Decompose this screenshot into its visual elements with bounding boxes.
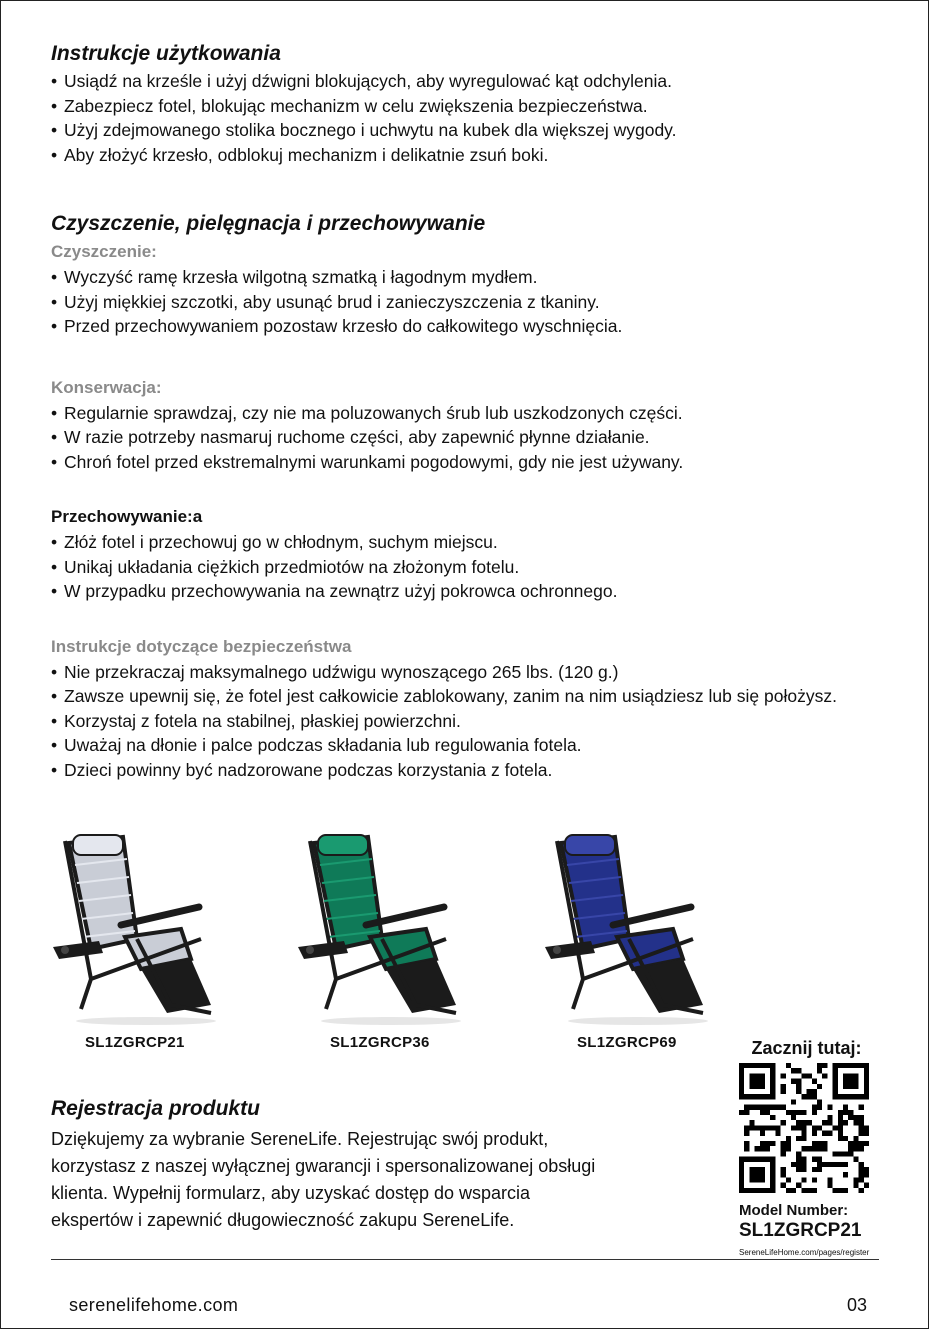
- product-card: [296, 829, 476, 1051]
- qr-registration: [739, 1037, 874, 1260]
- registration-section: [51, 1094, 711, 1234]
- safety-section: [51, 634, 871, 783]
- product-model-label: SL1ZGRCP36: [330, 1034, 430, 1051]
- usage-title: Instrukcje użytkowania: [51, 42, 281, 65]
- list-item: • Złóż fotel i przechowuj go w chłodnym, suchym miejscu.: [51, 530, 871, 555]
- product-card: [51, 829, 231, 1051]
- qr-code-icon[interactable]: [739, 1063, 869, 1193]
- list-item: • Nie przekraczaj maksymalnego udźwigu wynoszącego 265 lbs. (120 g.): [51, 660, 871, 685]
- list-item: • Wyczyść ramę krzesła wilgotną szmatką i łagodnym mydłem.: [51, 265, 871, 290]
- model-number-value: SL1ZGRCP21: [739, 1220, 862, 1241]
- instructions-content: [51, 39, 871, 782]
- product-model-label: SL1ZGRCP21: [85, 1034, 185, 1051]
- product-gallery: [51, 829, 731, 1059]
- list-item: • Użyj miękkiej szczotki, aby usunąć brud i zanieczyszczenia z tkaniny.: [51, 290, 871, 315]
- list-item: • Zawsze upewnij się, że fotel jest całkowicie zablokowany, zanim na nim usiądziesz lub się położysz.: [51, 684, 871, 709]
- usage-section: [51, 39, 871, 167]
- cleaning-heading: Czyszczenie:: [51, 242, 157, 261]
- model-number-label: Model Number:: [739, 1202, 849, 1219]
- safety-list: [51, 660, 871, 783]
- chair-image: [296, 829, 476, 1029]
- registration-url[interactable]: SereneLifeHome.com/pages/register: [739, 1248, 870, 1257]
- list-item: • Unikaj układania ciężkich przedmiotów na złożonym fotelu.: [51, 555, 871, 580]
- registration-line: klienta. Wypełnij formularz, aby uzyskać dostęp do wsparcia: [51, 1183, 531, 1203]
- storage-list: [51, 530, 871, 604]
- footer-website: serenelifehome.com: [69, 1295, 239, 1315]
- product-card: [543, 829, 723, 1051]
- page-number: 03: [847, 1295, 868, 1315]
- list-item: • W przypadku przechowywania na zewnątrz użyj pokrowca ochronnego.: [51, 579, 871, 604]
- usage-list: [51, 69, 871, 167]
- registration-line: Dziękujemy za wybranie SereneLife. Rejestrując swój produkt,: [51, 1129, 549, 1149]
- list-item: • Zabezpiecz fotel, blokując mechanizm w celu zwiększenia bezpieczeństwa.: [51, 94, 871, 119]
- registration-text: [51, 1126, 711, 1234]
- qr-title: Zacznij tutaj:: [751, 1038, 862, 1058]
- list-item: • Korzystaj z fotela na stabilnej, płaskiej powierzchni.: [51, 709, 871, 734]
- list-item: • W razie potrzeby nasmaruj ruchome części, aby zapewnić płynne działanie.: [51, 425, 871, 450]
- safety-heading: Instrukcje dotyczące bezpieczeństwa: [51, 636, 352, 656]
- chair-image: [543, 829, 723, 1029]
- registration-title: Rejestracja produktu: [51, 1097, 260, 1120]
- list-item: • Przed przechowywaniem pozostaw krzesło do całkowitego wyschnięcia.: [51, 314, 871, 339]
- maintenance-heading: Konserwacja:: [51, 377, 162, 397]
- care-title: Czyszczenie, pielęgnacja i przechowywanie: [51, 212, 486, 235]
- list-item: • Regularnie sprawdzaj, czy nie ma poluzowanych śrub lub uszkodzonych części.: [51, 401, 871, 426]
- maintenance-list: [51, 401, 871, 475]
- footer-divider: [51, 1259, 879, 1260]
- list-item: • Usiądź na krześle i użyj dźwigni blokujących, aby wyregulować kąt odchylenia.: [51, 69, 871, 94]
- storage-heading: Przechowywanie:a: [51, 507, 203, 526]
- list-item: • Użyj zdejmowanego stolika bocznego i uchwytu na kubek dla większej wygody.: [51, 118, 871, 143]
- chair-image: [51, 829, 231, 1029]
- list-item: • Dzieci powinny być nadzorowane podczas korzystania z fotela.: [51, 758, 871, 783]
- product-model-label: SL1ZGRCP69: [577, 1034, 677, 1051]
- list-item: • Chroń fotel przed ekstremalnymi warunkami pogodowymi, gdy nie jest używany.: [51, 450, 871, 475]
- list-item: • Uważaj na dłonie i palce podczas składania lub regulowania fotela.: [51, 733, 871, 758]
- care-section: [51, 209, 871, 604]
- list-item: • Aby złożyć krzesło, odblokuj mechanizm i delikatnie zsuń boki.: [51, 143, 871, 168]
- registration-line: korzystasz z naszej wyłącznej gwarancji i spersonalizowanej obsługi: [51, 1156, 596, 1176]
- cleaning-list: [51, 265, 871, 339]
- registration-line: ekspertów i zapewnić długowieczność zakupu SereneLife.: [51, 1210, 515, 1230]
